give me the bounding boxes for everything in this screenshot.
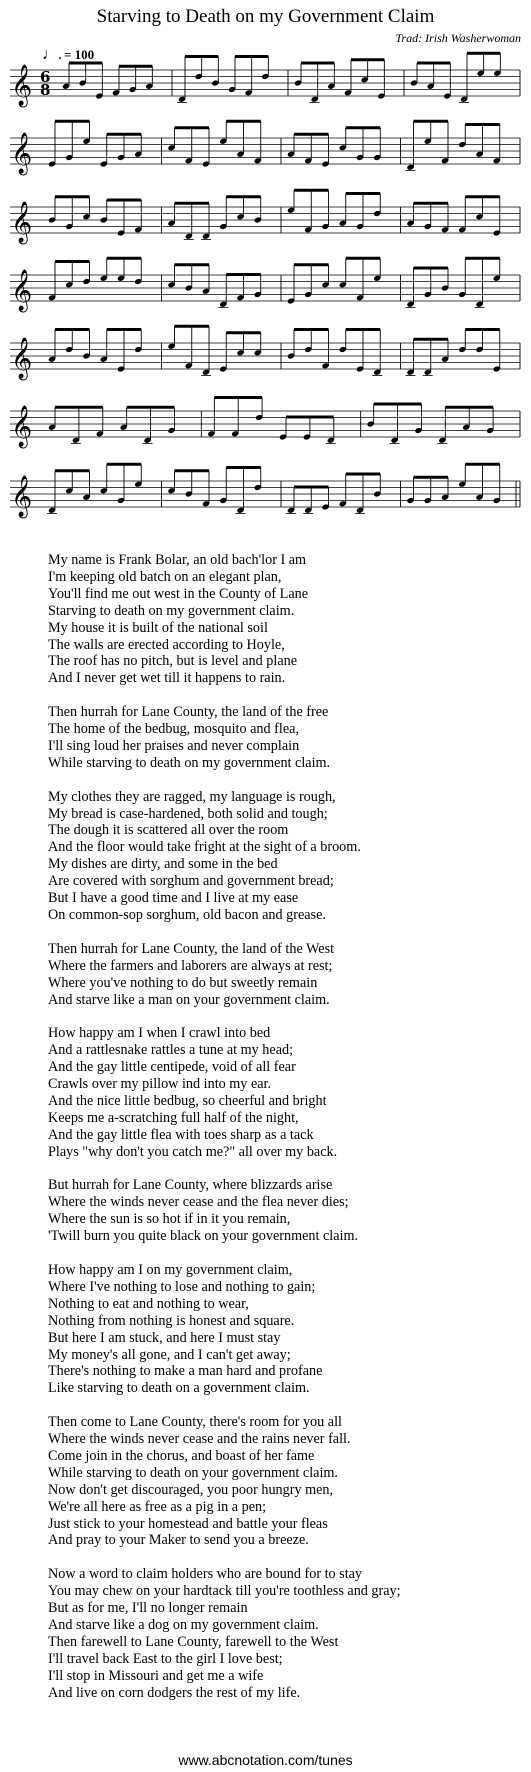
lyrics-line: Where the farmers and laborers are always at rest; [48, 957, 333, 974]
lyrics-stanza [48, 789, 518, 924]
lyrics-line: I'll sing loud her praises and never complain [48, 737, 300, 754]
lyrics-line: And starve like a dog on my government claim. [48, 1616, 319, 1633]
lyrics-line: My bread is case-hardened, both solid and tough; [48, 805, 328, 822]
lyrics-line: My house it is built of the national soil [48, 619, 268, 636]
lyrics-line: And a rattlesnake rattles a tune at my head; [48, 1042, 294, 1059]
lyrics-stanza [48, 1177, 518, 1245]
lyrics-line: Starving to death on my government claim. [48, 602, 295, 619]
lyrics-line: And pray to your Maker to send you a breeze. [48, 1532, 309, 1549]
lyrics-line: My clothes they are ragged, my language is rough, [48, 788, 336, 805]
lyrics-line: You'll find me out west in the County of Lane [48, 585, 309, 602]
lyrics-line: I'm keeping old batch on an elegant plan, [48, 568, 282, 585]
lyrics-block [48, 552, 518, 1718]
treble-clef-icon: 𝄞 [11, 202, 33, 243]
treble-clef-icon: 𝄞 [11, 133, 33, 174]
lyrics-line: While starving to death on my government claim. [48, 754, 331, 771]
lyrics-line: And live on corn dodgers the rest of my life. [48, 1684, 301, 1701]
lyrics-line: Then hurrah for Lane County, the land of the West [48, 940, 335, 957]
lyrics-stanza [48, 941, 518, 1009]
lyrics-line: And starve like a man on your government claim. [48, 991, 330, 1008]
lyrics-line: On common-sop sorghum, old bacon and grease. [48, 907, 326, 923]
lyrics-line: You may chew on your hardtack till you're toothless and gray; [48, 1583, 401, 1600]
lyrics-stanza [48, 704, 518, 772]
lyrics-line: Where the sun is so hot if in it you remain, [48, 1211, 291, 1228]
lyrics-line: 'Twill burn you quite black on your government claim. [48, 1228, 359, 1245]
lyrics-line: Then farewell to Lane County, farewell to the West [48, 1633, 339, 1650]
tempo-value: = 100 [64, 47, 95, 62]
lyrics-line: Like starving to death on a government claim. [48, 1380, 310, 1397]
treble-clef-icon: 𝄞 [11, 338, 33, 379]
lyrics-line: Are covered with sorghum and government bread; [48, 873, 334, 890]
lyrics-stanza [48, 1566, 518, 1701]
time-signature-bottom: 8 [40, 81, 51, 99]
lyrics-line: There's nothing to make a man hard and profane [48, 1363, 323, 1380]
lyrics-line: But as for me, I'll no longer remain [48, 1600, 248, 1617]
lyrics-line: Keeps me a-scratching full half of the night, [48, 1109, 299, 1126]
lyrics-line: And the gay little flea with toes sharp as a tack [48, 1126, 314, 1143]
lyrics-line: But I have a good time and I live at my ease [48, 890, 299, 907]
lyrics-line: Just stick to your homestead and battle your fleas [48, 1515, 328, 1532]
lyrics-line: But here I am stuck, and here I must stay [48, 1329, 281, 1346]
lyrics-line: My name is Frank Bolar, an old bach'lor I am [48, 552, 307, 568]
lyrics-line: Nothing from nothing is honest and square. [48, 1312, 295, 1329]
treble-clef-icon: 𝄞 [11, 65, 33, 106]
footer-url[interactable]: www.abcnotation.com/tunes [178, 1752, 353, 1768]
page-title: Starving to Death on my Government Claim [96, 6, 435, 27]
lyrics-stanza [48, 1414, 518, 1549]
lyrics-line: The home of the bedbug, mosquito and flea, [48, 721, 299, 738]
time-signature-top: 6 [40, 68, 51, 86]
lyrics-line: And the floor would take fright at the sight of a broom. [48, 839, 361, 856]
lyrics-line: Come join in the chorus, and boast of her fame [48, 1447, 315, 1464]
lyrics-stanza [48, 1262, 518, 1397]
lyrics-line: Where you've nothing to do but sweetly remain [48, 974, 318, 991]
lyrics-line: I'll travel back East to the girl I love best; [48, 1650, 283, 1667]
lyrics-line: Nothing to eat and nothing to wear, [48, 1295, 249, 1312]
lyrics-line: And I never get wet till it happens to rain. [48, 670, 286, 687]
lyrics-line: The dough it is scattered all over the room [48, 822, 289, 839]
lyrics-stanza [48, 552, 518, 687]
lyrics-line: And the gay little centipede, void of all fear [48, 1059, 296, 1076]
lyrics-line: We're all here as free as a pig in a pen; [48, 1498, 267, 1515]
lyrics-stanza [48, 1025, 518, 1160]
lyrics-line: How happy am I when I crawl into bed [48, 1025, 271, 1042]
lyrics-line: But hurrah for Lane County, where blizzards arise [48, 1177, 333, 1194]
lyrics-line: I'll stop in Missouri and get me a wife [48, 1667, 264, 1684]
lyrics-line: Then hurrah for Lane County, the land of the free [48, 704, 329, 721]
lyrics-line: Where I've nothing to lose and nothing to gain; [48, 1278, 316, 1295]
lyrics-line: My dishes are dirty, and some in the bed [48, 856, 278, 873]
lyrics-line: The roof has no pitch, but is level and plane [48, 653, 298, 670]
lyrics-line: Then come to Lane County, there's room for you all [48, 1414, 342, 1431]
lyrics-line: How happy am I on my government claim, [48, 1261, 293, 1278]
lyrics-line: Where the winds never cease and the rains never fall. [48, 1431, 351, 1448]
treble-clef-icon: 𝄞 [11, 270, 33, 311]
composer-credit: Trad: Irish Washerwoman [395, 31, 521, 45]
lyrics-line: While starving to death on your government claim. [48, 1464, 338, 1481]
sheet-music-score [0, 0, 531, 540]
treble-clef-icon: 𝄞 [11, 476, 33, 517]
dotted-quarter-note-icon: ♩. [42, 46, 62, 63]
lyrics-line: Now don't get discouraged, you poor hungry men, [48, 1481, 334, 1498]
lyrics-line: Now a word to claim holders who are bound for to stay [48, 1566, 363, 1583]
lyrics-line: Crawls over my pillow ind into my ear. [48, 1076, 272, 1093]
lyrics-line: My money's all gone, and I can't get away; [48, 1346, 291, 1363]
treble-clef-icon: 𝄞 [11, 406, 33, 447]
lyrics-line: Where the winds never cease and the flea never dies; [48, 1194, 349, 1211]
lyrics-line: The walls are erected according to Hoyle, [48, 636, 285, 653]
lyrics-line: And the nice little bedbug, so cheerful and bright [48, 1092, 327, 1109]
lyrics-line: Plays "why don't you catch me?" all over my back. [48, 1143, 338, 1160]
